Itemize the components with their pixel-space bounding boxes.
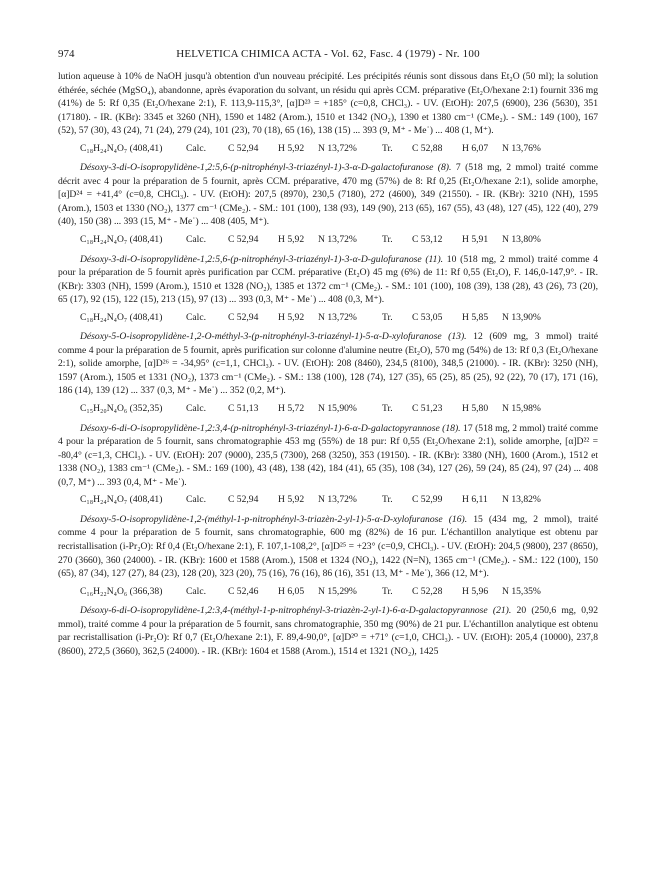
calc-nitrogen: N 13,72%: [318, 142, 357, 154]
experimental-paragraph: [58, 253, 598, 307]
found-carbon: C 52,28: [412, 585, 443, 597]
compound-title: Désoxy-5-O-isopropylidène-1,2-(méthyl-1-p-nitrophényl-3-triazèn-2-yl-1)-5-α-D-xylofuranose (16).: [80, 513, 468, 525]
found-carbon: C 53,05: [412, 311, 443, 323]
found-hydrogen: H 5,80: [462, 403, 489, 415]
journal-page: [58, 48, 598, 658]
page-number: 974: [58, 48, 75, 60]
formula-name: C₁₆H₂₂N₄O₆ (366,38): [80, 585, 163, 597]
calc-label: Calc.: [186, 585, 206, 597]
article-body: [58, 70, 598, 658]
elemental-analysis: [58, 493, 598, 507]
found-nitrogen: N 15,35%: [502, 585, 541, 597]
formula-name: C₁₅H₂₀N₄O₆ (352,35): [80, 403, 163, 415]
calc-hydrogen: H 5,92: [278, 234, 305, 246]
calc-carbon: C 52,94: [228, 234, 259, 246]
calc-hydrogen: H 5,92: [278, 142, 305, 154]
experimental-paragraph: [58, 70, 598, 138]
calc-label: Calc.: [186, 142, 206, 154]
found-nitrogen: N 13,82%: [502, 494, 541, 506]
calc-nitrogen: N 13,72%: [318, 234, 357, 246]
running-title: HELVETICA CHIMICA ACTA - Vol. 62, Fasc. 4 (1979) - Nr. 100: [176, 48, 480, 60]
formula-name: C₁₈H₂₄N₄O₇ (408,41): [80, 494, 163, 506]
compound-title: Désoxy-5-O-isopropylidène-1,2-O-méthyl-3-(p-nitrophényl-3-triazényl-1)-5-α-D-xylofuranose (13).: [80, 331, 467, 343]
found-label: Tr.: [382, 585, 393, 597]
formula-name: C₁₈H₂₄N₄O₇ (408,41): [80, 142, 163, 154]
compound-title: Désoxy-6-di-O-isopropylidène-1,2:3,4-(p-nitrophényl-3-triazényl-1)-6-α-D-galactopyrannose (18).: [80, 422, 461, 434]
paragraph-text: 15 (434 mg, 2 mmol), traité comme 4 pour la préparation de 5 fournit, sans chromatographie, 600 mg (82%) de 16 pur. L'échantillon analytique est obtenu par recristallisation (i-Pr₂O): Rf 0,4 (Et₂O/hexane 2:1), F. 107,1-108,2°, [α]D²⁵ = +23° (c=0,9, CHCl₃). - UV. (EtOH): 204,5 (9800), 237 (8650), 270 (3660), 360 (24000). - IR. (KBr): 1600 et 1588 (Arom.), 1508 et 1324 (NO₂), 1422 (N=N), 1365 cm⁻¹ (CMe₂). - SM.: 122 (100), 150 (65), 87 (34), 127 (27), 84 (23), 128 (20), 323 (20), 75 (16), 76 (16), 86 (16), 351 (13, M⁺ - Me˙), 366 (12, M⁺).: [58, 513, 598, 580]
calc-nitrogen: N 15,90%: [318, 403, 357, 415]
found-hydrogen: H 5,85: [462, 311, 489, 323]
experimental-paragraph: [58, 161, 598, 229]
paragraph-text: 7 (518 mg, 2 mmol) traité comme décrit avec 4 pour la préparation de 5 fournit, après CCM. préparative, 470 mg (57%) de 8: Rf 0,25 (Et₂O/hexane 2:1), solide amorphe, [α]D²⁴ = +41,4° (c=0,8, CHCl₃). - UV. (EtOH): 207,5 (8970), 230,5 (7180), 272 (4600), 349 (21550). - IR. (KBr): 3210 (NH), 1595 (Arom.), 1503 et 1330 (NO₂), 1377 cm⁻¹ (CMe₂). - SM.: 101 (100), 138 (93), 149 (90), 213 (65), 167 (55), 43 (48), 127 (45), 122 (40), 279 (40), 150 (38) ... 393 (15, M⁺ - Me˙) ... 408 (405, M⁺).: [58, 162, 598, 228]
page-header: [58, 48, 598, 62]
found-hydrogen: H 5,91: [462, 234, 489, 246]
found-nitrogen: N 13,80%: [502, 234, 541, 246]
found-carbon: C 53,12: [412, 234, 443, 246]
elemental-analysis: [58, 311, 598, 325]
calc-nitrogen: N 13,72%: [318, 311, 357, 323]
calc-nitrogen: N 13,72%: [318, 494, 357, 506]
calc-label: Calc.: [186, 494, 206, 506]
experimental-paragraph: [58, 330, 598, 398]
calc-hydrogen: H 5,72: [278, 403, 305, 415]
calc-carbon: C 52,94: [228, 142, 259, 154]
found-label: Tr.: [382, 234, 393, 246]
calc-carbon: C 52,94: [228, 311, 259, 323]
calc-carbon: C 52,94: [228, 494, 259, 506]
found-carbon: C 51,23: [412, 403, 443, 415]
paragraph-text: 17 (518 mg, 2 mmol) traité comme 4 pour la préparation de 5 fournit, sans chromatographie 453 mg (55%) de 18 pur: Rf 0,55 (Et₂O/hexane 2:1), solide amorphe, [α]D²² = -80,4° (c=1,3, CHCl₃). - UV. (EtOH): 207 (9000), 235,5 (7300), 268 (3250), 353 (19150). - IR. (KBr): 3380 (NH), 1600 (Arom.), 1512 et 1338 (NO₂), 1383 cm⁻¹ (CMe₂). - SM.: 169 (100), 43 (48), 138 (42), 184 (41), 65 (35), 108 (34), 127 (26), 59 (24), 85 (24), 97 (24) ... 408 (0,7, M⁺) ... 393 (0,4, M⁺ - Me˙).: [58, 422, 598, 488]
calc-hydrogen: H 5,92: [278, 311, 305, 323]
calc-carbon: C 51,13: [228, 403, 259, 415]
experimental-paragraph: [58, 422, 598, 490]
found-label: Tr.: [382, 403, 393, 415]
calc-hydrogen: H 6,05: [278, 585, 305, 597]
compound-title: Désoxy-6-di-O-isopropylidène-1,2:3,4-(méthyl-1-p-nitrophényl-3-triazèn-2-yl-1)-6-α-D-galactopyrannose (21).: [80, 605, 512, 617]
found-hydrogen: H 6,11: [462, 494, 488, 506]
elemental-analysis: [58, 233, 598, 247]
paragraph-text: 12 (609 mg, 3 mmol) traité comme 4 pour la préparation de 5 fournit, après purification sur colonne d'alumine neutre (Et₂O), 570 mg (54%) de 13: Rf 0,3 (Et₂O/hexane 2:1), solide amorphe, [α]D²⁶ = -34,95° (c=1,1, CHCl₃). - UV. (EtOH): 208 (8460), 234,5 (8100), 348,5 (21000). - IR. (KBr): 3250 (NH), 1597 (Arom.), 1505 et 1331 (NO₂), 1373 cm⁻¹ (CMe₂). - SM.: 138 (100), 128 (74), 127 (35), 65 (25), 85 (25), 92 (22), 70 (17), 171 (16), 186 (14), 139 (12) ... 337 (0,3, M⁺ - Me˙) ... 352 (0,2, M⁺).: [58, 331, 598, 397]
calc-label: Calc.: [186, 403, 206, 415]
calc-nitrogen: N 15,29%: [318, 585, 357, 597]
elemental-analysis: [58, 585, 598, 599]
paragraph-text: 10 (518 mg, 2 mmol) traité comme 4 pour la préparation de 5 fournit après purification par CCM. préparative (Et₂O) 45 mg (6%) de 11: Rf 0,55 (Et₂O), F. 146,0-147,9°. - IR. (KBr): 3303 (NH), 1599 (Arom.), 1510 et 1328 (NO₂), 1385 et 1372 cm⁻¹ (CMe₂). - SM.: 101 (100), 108 (39), 138 (28), 43 (26), 73 (20), 65 (17), 92 (15), 122 (15), 213 (15), 97 (13) ... 393 (0,3, M⁺ - Me˙) ... 408 (0,3, M⁺).: [58, 253, 598, 306]
found-nitrogen: N 13,90%: [502, 311, 541, 323]
experimental-paragraph: [58, 513, 598, 581]
elemental-analysis: [58, 142, 598, 156]
found-hydrogen: H 6,07: [462, 142, 489, 154]
found-hydrogen: H 5,96: [462, 585, 489, 597]
calc-hydrogen: H 5,92: [278, 494, 305, 506]
found-carbon: C 52,88: [412, 142, 443, 154]
found-label: Tr.: [382, 311, 393, 323]
elemental-analysis: [58, 402, 598, 416]
found-nitrogen: N 13,76%: [502, 142, 541, 154]
found-label: Tr.: [382, 494, 393, 506]
formula-name: C₁₈H₂₄N₄O₇ (408,41): [80, 234, 163, 246]
calc-carbon: C 52,46: [228, 585, 259, 597]
paragraph-text: 20 (250,6 mg, 0,92 mmol), traité comme 4 pour la préparation de 5 fournit, sans chromatographie, 350 mg (90%) de 21 pur. L'échantillon analytique est obtenu par recristallisation (i-Pr₂O): Rf 0,7 (Et₂O/hexane 2:1), F. 89,4-90,0°, [α]D²⁰ = +71° (c=1,0, CHCl₃). - UV. (EtOH): 205,4 (10000), 237,8 (8600), 272,5 (3660), 362,5 (24000). - IR. (KBr): 1604 et 1588 (Arom.), 1514 et 1321 (NO₂), 1425: [58, 605, 598, 657]
compound-title: Désoxy-3-di-O-isopropylidène-1,2:5,6-(p-nitrophényl-3-triazényl-1)-3-α-D-galactofuranose (8).: [80, 162, 452, 174]
found-carbon: C 52,99: [412, 494, 443, 506]
calc-label: Calc.: [186, 234, 206, 246]
experimental-paragraph: [58, 604, 598, 658]
calc-label: Calc.: [186, 311, 206, 323]
found-label: Tr.: [382, 142, 393, 154]
compound-title: Désoxy-3-di-O-isopropylidène-1,2:5,6-(p-nitrophényl-3-triazényl-1)-3-α-D-gulofuranose (11).: [80, 253, 444, 265]
found-nitrogen: N 15,98%: [502, 403, 541, 415]
paragraph-text: lution aqueuse à 10% de NaOH jusqu'à obtention d'un nouveau précipité. Les précipités réunis sont dissous dans Et₂O (50 ml); la solution éthérée, séchée (MgSO₄), abandonne, après évaporation du solvant, un résidu qui après CCM. préparative (Et₂O/hexane 2:1) fournit 336 mg (41%) de 5: Rf 0,35 (Et₂O/hexane 2:1), F. 113,9-115,3°, [α]D²³ = +185° (c=0,8, CHCl₃). - UV. (EtOH): 207,5 (6900), 236 (5630), 351 (17180). - IR. (KBr): 3345 et 3260 (NH), 1590 et 1482 (Arom.), 1510 et 1342 (NO₂), 1390 et 1380 cm⁻¹ (CMe₂). - SM.: 149 (100), 167 (52), 57 (30), 43 (24), 71 (24), 279 (24), 101 (23), 70 (18), 65 (16), 138 (15) ... 393 (9, M⁺ - Me˙) ... 408 (1, M⁺).: [58, 71, 598, 137]
formula-name: C₁₈H₂₄N₄O₇ (408,41): [80, 311, 163, 323]
